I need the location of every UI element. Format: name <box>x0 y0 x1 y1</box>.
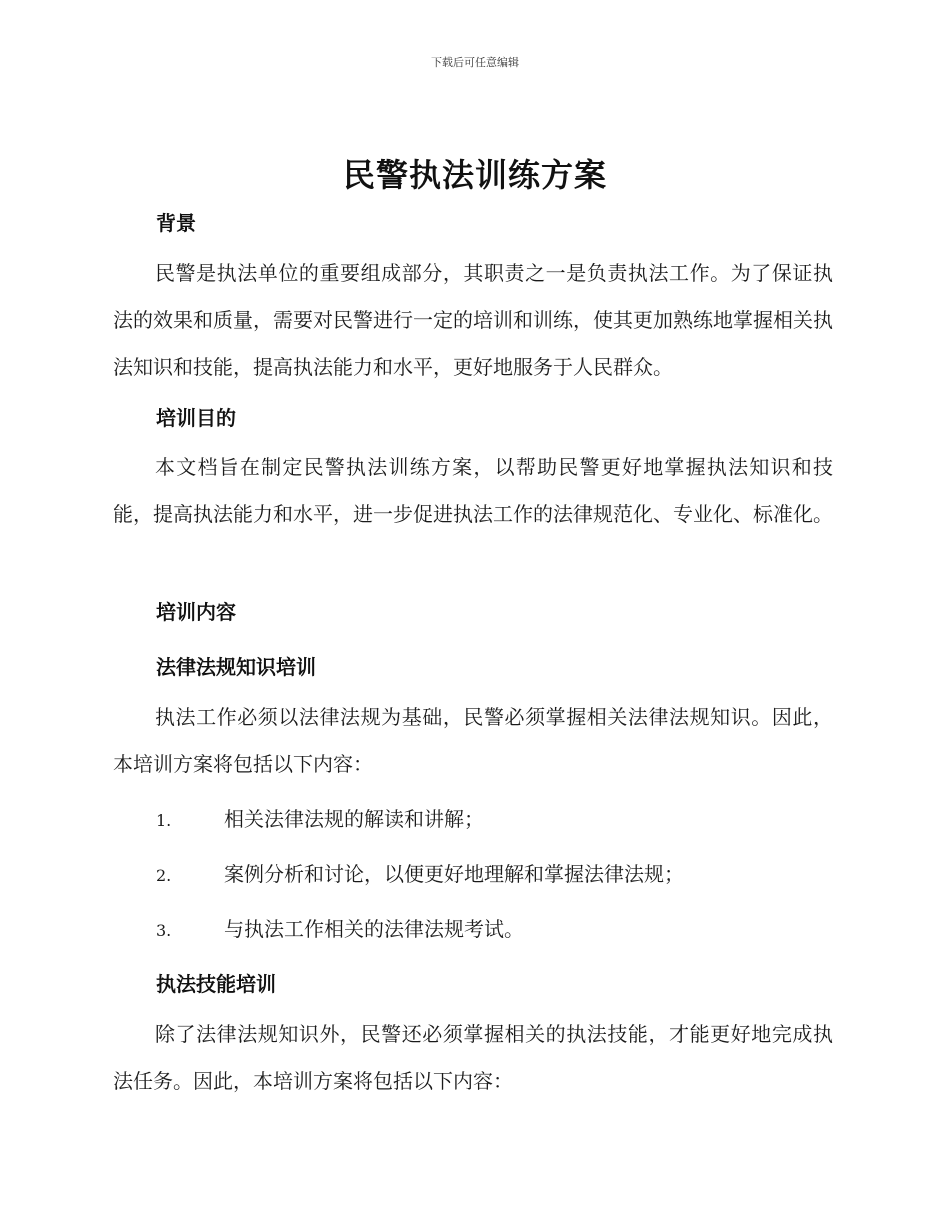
heading-background: 背景 <box>156 211 196 235</box>
list-text: 案例分析和讨论，以便更好地理解和掌握法律法规； <box>224 862 684 886</box>
heading-purpose: 培训目的 <box>156 406 236 430</box>
heading-content: 培训内容 <box>156 600 236 624</box>
list-number: 2. <box>156 866 172 885</box>
header-note: 下载后可任意编辑 <box>431 56 519 69</box>
list-item <box>156 803 836 832</box>
heading-law-training: 法律法规知识培训 <box>156 655 316 679</box>
paragraph-law-training: 执法工作必须以法律法规为基础，民警必须掌握相关法律法规知识。因此，本培训方案将包括以下内容： <box>113 705 833 776</box>
list-text: 相关法律法规的解读和讲解； <box>224 807 484 831</box>
paragraph-purpose: 本文档旨在制定民警执法训练方案，以帮助民警更好地掌握执法知识和技能，提高执法能力和水平，进一步促进执法工作的法律规范化、专业化、标准化。 <box>113 455 833 526</box>
list-text: 与执法工作相关的法律法规考试。 <box>224 917 524 941</box>
list-item <box>156 913 836 942</box>
list-number: 3. <box>156 921 172 940</box>
heading-skill-training: 执法技能培训 <box>156 972 276 996</box>
paragraph-background: 民警是执法单位的重要组成部分，其职责之一是负责执法工作。为了保证执法的效果和质量，需要对民警进行一定的培训和训练，使其更加熟练地掌握相关执法知识和技能，提高执法能力和水平，更好地服务于人民群众。 <box>113 261 833 379</box>
list-number: 1. <box>156 811 172 830</box>
document-title: 民警执法训练方案 <box>342 156 607 194</box>
paragraph-skill-training: 除了法律法规知识外，民警还必须掌握相关的执法技能，才能更好地完成执法任务。因此，本培训方案将包括以下内容： <box>113 1022 833 1093</box>
list-item <box>156 858 836 887</box>
